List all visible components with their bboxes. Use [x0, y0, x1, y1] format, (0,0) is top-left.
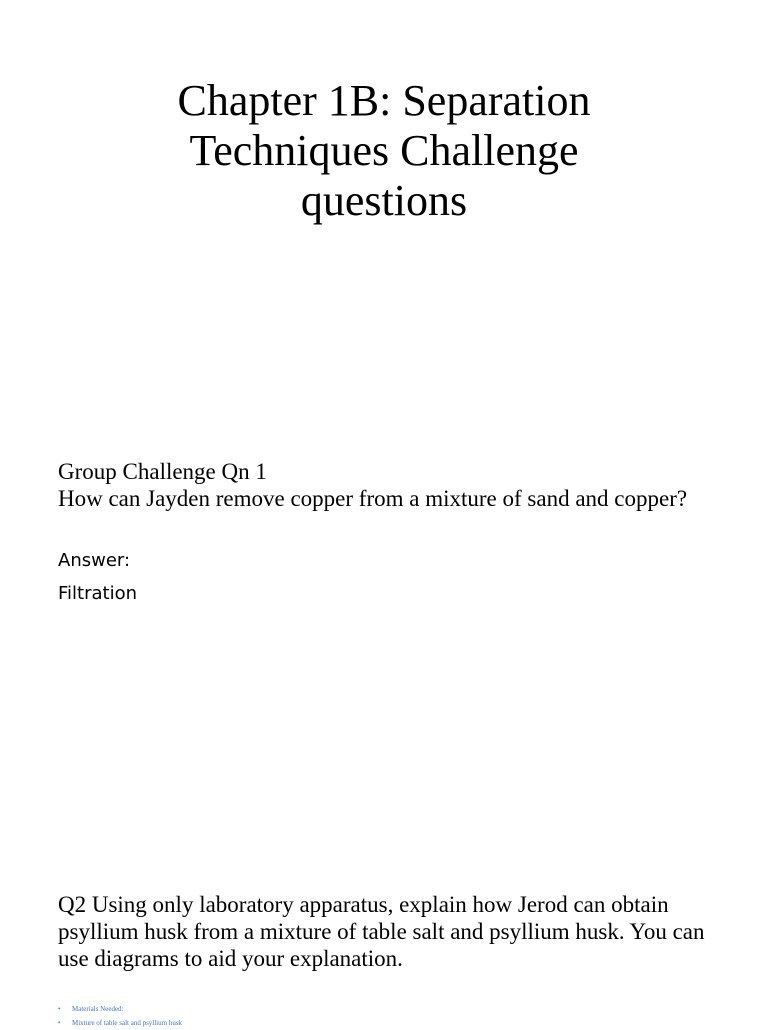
question-1-heading: Group Challenge Qn 1	[58, 459, 267, 484]
materials-list	[58, 1002, 182, 1030]
page-title: Chapter 1B: Separation Techniques Challenge questions	[177, 76, 591, 225]
list-item-text: Mixture of table salt and psyllium husk	[72, 1019, 183, 1027]
list-item	[58, 1002, 182, 1016]
answer-value: Filtration	[58, 583, 138, 604]
question-2-text: Q2 Using only laboratory apparatus, explain how Jerod can obtain psyllium husk from a mixture of table salt and psyllium husk. You can use diagrams to aid your explanation.	[58, 892, 705, 971]
question-1-text: How can Jayden remove copper from a mixture of sand and copper?	[58, 486, 688, 511]
answer-label: Answer:	[58, 550, 131, 571]
list-item	[58, 1016, 182, 1030]
bullet-icon: •	[58, 1019, 61, 1027]
list-item-text: Materials Needed:	[72, 1005, 124, 1013]
bullet-icon: •	[58, 1005, 61, 1013]
